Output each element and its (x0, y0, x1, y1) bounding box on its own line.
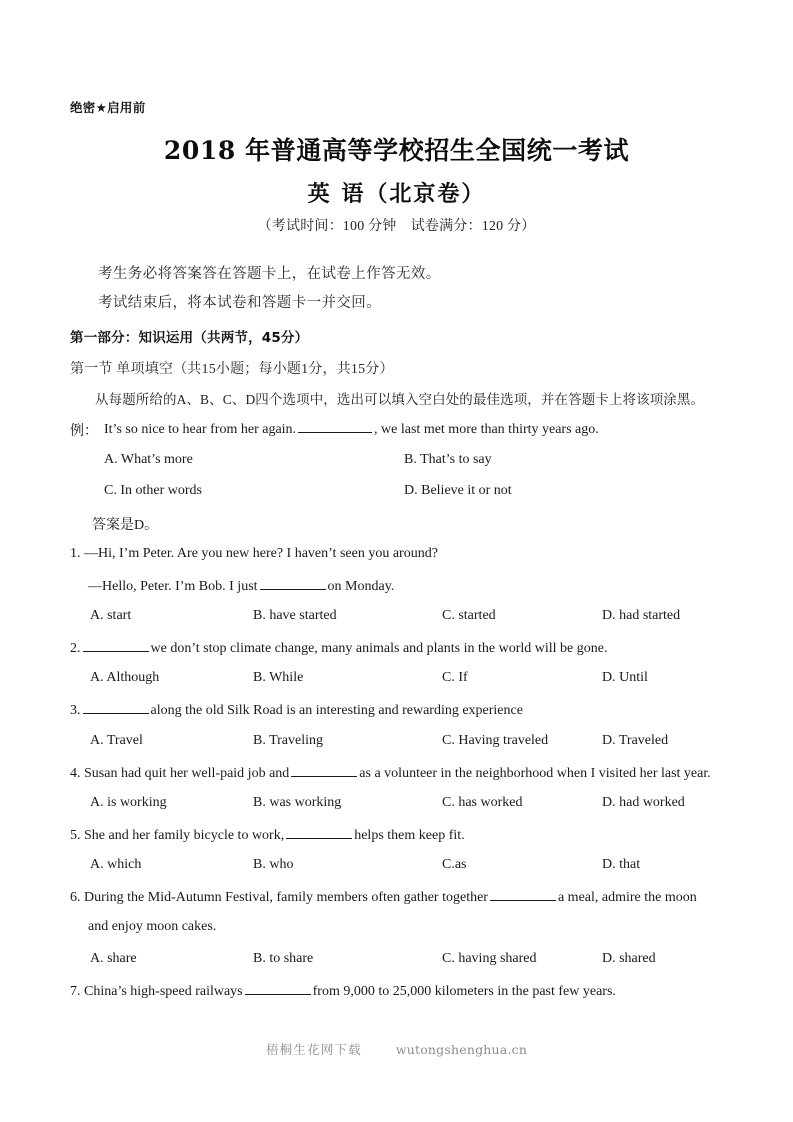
question-1-option-b[interactable]: B. have started (253, 608, 337, 623)
example-label: 例： (70, 424, 98, 439)
question-5-option-b[interactable]: B. who (253, 857, 294, 872)
question-3-option-d[interactable]: D. Traveled (602, 733, 669, 748)
question-3-blank (83, 701, 149, 714)
question-6-stem-after-1: a meal, admire the moon (557, 889, 697, 905)
question-6-option-d[interactable]: D. shared (602, 951, 656, 966)
secret-notice: 绝密★启用前 (70, 100, 146, 115)
question-6-option-a[interactable]: A. share (90, 951, 137, 966)
question-2-option-a[interactable]: A. Although (90, 670, 160, 685)
section-heading: 第一节 单项填空（共15小题；每小题1分，共15分） (70, 362, 394, 377)
question-5-option-d[interactable]: D. that (602, 857, 641, 872)
example-option-a: A. What’s more (104, 452, 193, 467)
question-1-stem-after-2: on Monday. (327, 578, 395, 594)
question-1-blank (260, 577, 326, 590)
question-4-option-a[interactable]: A. is working (90, 795, 167, 810)
subject-title: 英 语（北京卷） (307, 181, 486, 207)
question-3-option-c[interactable]: C. Having traveled (442, 733, 549, 748)
notice-line-1: 考生务必将答案答在答题卡上，在试卷上作答无效。 (98, 266, 441, 282)
question-6-stem-line-1 (70, 888, 697, 906)
question-6-option-b[interactable]: B. to share (253, 951, 314, 966)
question-2-stem-line-1 (70, 639, 607, 657)
part-heading: 第一部分：知识运用（共两节，45分） (70, 330, 309, 346)
question-7-stem-before-1: 7. China’s high-speed railways (70, 983, 243, 999)
question-1-stem-line-1 (70, 546, 438, 562)
example-option-c: C. In other words (104, 483, 202, 498)
question-4-stem-after-1: as a volunteer in the neighborhood when I visited her last year. (359, 765, 711, 781)
question-5-option-a[interactable]: A. which (90, 857, 142, 872)
question-5-option-c[interactable]: C.as (442, 857, 467, 872)
question-7-stem-after-1: from 9,000 to 25,000 kilometers in the past few years. (312, 983, 616, 999)
example-option-b: B. That’s to say (404, 452, 492, 467)
question-6-stem-line-2 (88, 919, 216, 935)
question-5-stem-before-1: 5. She and her family bicycle to work, (70, 827, 285, 843)
question-3-stem-line-1 (70, 701, 523, 719)
question-1-stem-before-1: 1. —Hi, I’m Peter. Are you new here? I haven’t seen you around? (70, 546, 438, 561)
question-4-stem-before-1: 4. Susan had quit her well-paid job and (70, 765, 290, 781)
directions-text: 从每题所给的A、B、C、D四个选项中，选出可以填入空白处的最佳选项，并在答题卡上将该项涂黑。 (95, 392, 705, 407)
example-answer: 答案是D。 (92, 518, 159, 533)
question-2-blank (83, 639, 149, 652)
question-1-option-d[interactable]: D. had started (602, 608, 681, 623)
question-1-option-c[interactable]: C. started (442, 608, 496, 623)
question-4-option-d[interactable]: D. had worked (602, 795, 685, 810)
question-3-stem-before-1: 3. (70, 702, 81, 718)
question-6-stem-before-1: 6. During the Mid-Autumn Festival, family members often gather together (70, 889, 488, 905)
question-2-stem-after-1: we don’t stop climate change, many animals and plants in the world will be gone. (150, 640, 608, 656)
question-6-stem-before-2: and enjoy moon cakes. (88, 919, 217, 934)
question-6-option-c[interactable]: C. having shared (442, 951, 537, 966)
question-7-blank (245, 982, 311, 995)
question-5-stem-line-1 (70, 826, 465, 844)
question-4-stem-line-1 (70, 764, 711, 782)
example-stem (104, 420, 599, 438)
question-5-stem-after-1: helps them keep fit. (354, 827, 465, 843)
exam-info: （考试时间：100 分钟 试卷满分：120 分） (257, 219, 536, 234)
question-2-stem-before-1: 2. (70, 640, 81, 656)
page-title: 2018 年普通高等学校招生全国统一考试 (163, 136, 630, 165)
example-blank (298, 420, 372, 433)
question-2-option-c[interactable]: C. If (442, 670, 468, 685)
example-option-d: D. Believe it or not (404, 483, 512, 498)
question-4-option-b[interactable]: B. was working (253, 795, 342, 810)
question-3-option-a[interactable]: A. Travel (90, 733, 143, 748)
question-1-option-a[interactable]: A. start (90, 608, 132, 623)
notice-line-2: 考试结束后，将本试卷和答题卡一并交回。 (98, 295, 382, 311)
footer-site-name: 梧桐生花网下载 (265, 1043, 362, 1057)
question-4-blank (291, 764, 357, 777)
question-4-option-c[interactable]: C. has worked (442, 795, 523, 810)
question-3-option-b[interactable]: B. Traveling (253, 733, 324, 748)
example-stem-before: It’s so nice to hear from her again. (104, 421, 297, 437)
question-5-blank (286, 826, 352, 839)
question-1-stem-line-2 (88, 577, 394, 595)
question-1-stem-before-2: —Hello, Peter. I’m Bob. I just (88, 578, 258, 594)
example-stem-after: , we last met more than thirty years ago. (374, 421, 599, 437)
question-6-blank (490, 888, 556, 901)
question-2-option-b[interactable]: B. While (253, 670, 304, 685)
question-7-stem-line-1 (70, 982, 616, 1000)
question-3-stem-after-1: along the old Silk Road is an interesting and rewarding experience (150, 702, 523, 718)
footer-watermark (0, 1040, 793, 1058)
footer-site-url: wutongshenghua.cn (395, 1042, 528, 1057)
question-2-option-d[interactable]: D. Until (602, 670, 648, 685)
